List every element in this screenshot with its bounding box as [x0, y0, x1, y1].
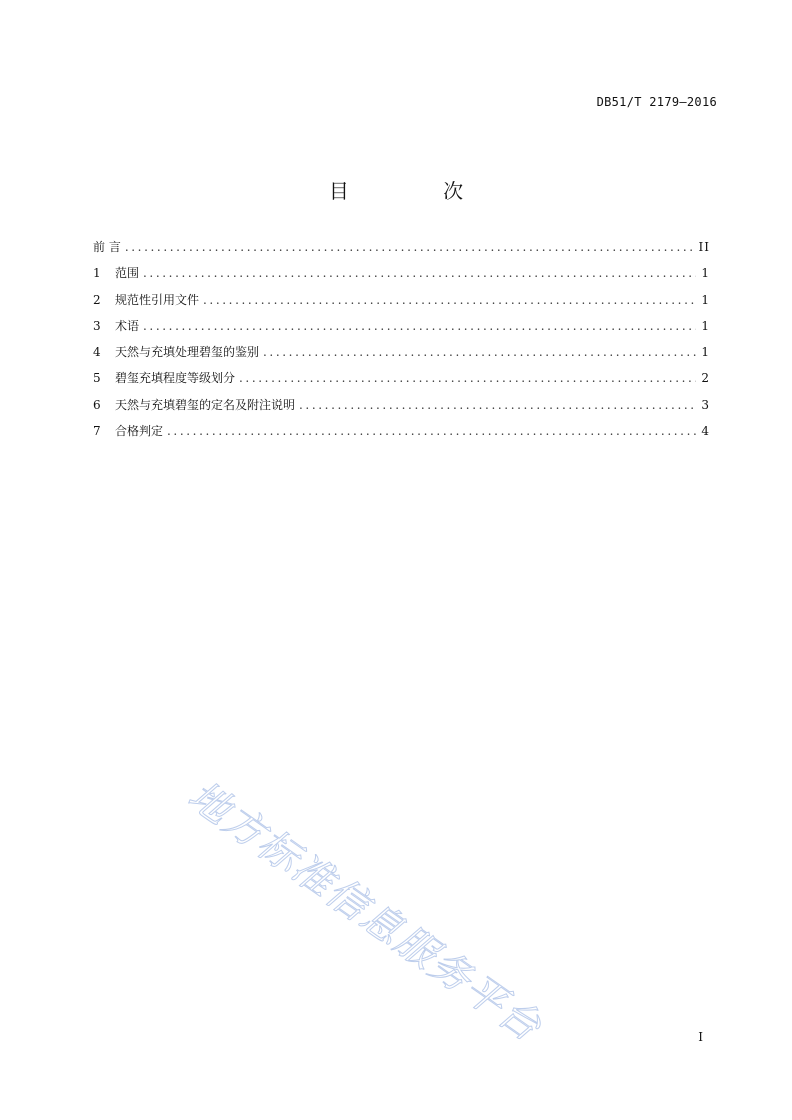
toc-leader-dots	[299, 394, 696, 416]
toc-entry-foreword[interactable]	[93, 236, 710, 262]
toc-entry-page: 3	[701, 397, 710, 412]
toc-entry-label: 合格判定	[115, 424, 164, 439]
page-number: I	[698, 1030, 703, 1044]
toc-entry-number: 3	[93, 318, 101, 333]
toc-entry-number: 4	[93, 345, 101, 360]
toc-entry-label: 前 言	[93, 240, 121, 254]
toc-entry-page: 1	[701, 345, 710, 360]
toc-entry-1[interactable]	[93, 262, 710, 288]
toc-entry-page: II	[698, 240, 710, 254]
toc-entry-number: 5	[93, 371, 101, 386]
toc-entry-number: 7	[93, 424, 101, 439]
toc-entry-number: 2	[93, 292, 101, 307]
toc-entry-page: 1	[701, 266, 710, 281]
toc-leader-dots	[203, 289, 696, 311]
toc-leader-dots	[167, 420, 696, 442]
toc-entry-number: 6	[93, 397, 101, 412]
toc-entry-page: 1	[701, 292, 710, 307]
toc-entry-5[interactable]	[93, 367, 710, 393]
toc-leader-dots	[125, 236, 695, 258]
toc-entry-2[interactable]	[93, 289, 710, 315]
toc-leader-dots	[143, 262, 696, 284]
toc-entry-label: 范围	[115, 266, 140, 281]
table-of-contents	[93, 236, 710, 446]
page-title: 目 次	[328, 179, 508, 203]
toc-entry-page: 1	[701, 318, 710, 333]
watermark: 地方标准信息服务平台	[179, 772, 551, 1052]
toc-entry-6[interactable]	[93, 394, 710, 420]
toc-leader-dots	[143, 315, 696, 337]
toc-entry-label: 规范性引用文件	[115, 292, 200, 307]
toc-entry-label: 天然与充填碧玺的定名及附注说明	[115, 397, 296, 412]
toc-entry-page: 2	[701, 371, 710, 386]
toc-leader-dots	[239, 367, 696, 389]
toc-entry-page: 4	[701, 424, 710, 439]
toc-entry-4[interactable]	[93, 341, 710, 367]
standard-code: DB51/T 2179—2016	[596, 95, 717, 109]
toc-entry-label: 术语	[115, 318, 140, 333]
toc-leader-dots	[263, 341, 696, 363]
toc-entry-3[interactable]	[93, 315, 710, 341]
toc-entry-label: 碧玺充填程度等级划分	[115, 371, 236, 386]
toc-entry-label: 天然与充填处理碧玺的鉴别	[115, 345, 260, 360]
toc-entry-7[interactable]	[93, 420, 710, 446]
toc-entry-number: 1	[93, 266, 101, 281]
